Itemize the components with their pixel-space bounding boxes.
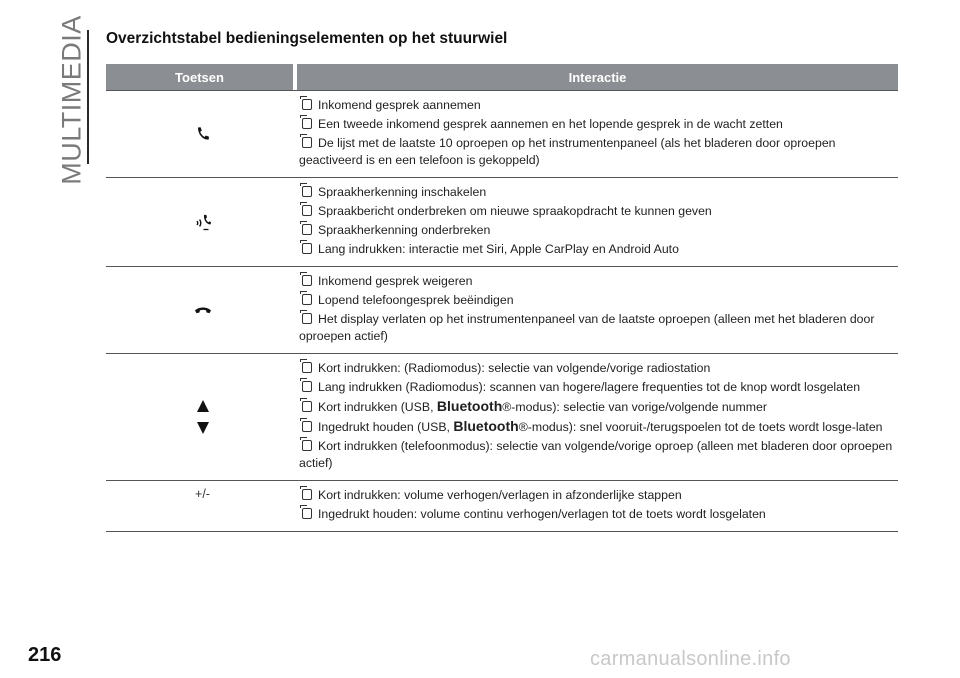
list-item: Ingedrukt houden (USB, Bluetooth®-modus): snel vooruit-/terugspoelen tot de toets wordt losge-laten bbox=[299, 418, 898, 436]
watermark: carmanualsonline.info bbox=[590, 648, 791, 670]
checkbox-bullet-icon bbox=[302, 508, 312, 519]
checkbox-bullet-icon bbox=[302, 118, 312, 129]
volume-key-label: +/- bbox=[195, 487, 210, 501]
list-item: Kort indrukken: volume verhogen/verlagen in afzonderlijke stappen bbox=[299, 487, 898, 504]
list-item: Inkomend gesprek aannemen bbox=[299, 97, 898, 114]
list-item: De lijst met de laatste 10 oproepen op het instrumentenpaneel (als het bladeren door oproepen geactiveerd is en een telefoon is gekoppeld) bbox=[299, 136, 836, 167]
header-keys: Toetsen bbox=[106, 64, 293, 90]
list-item: Kort indrukken (USB, Bluetooth®-modus): selectie van vorige/volgende nummer bbox=[299, 398, 898, 416]
list-item: Lang indrukken: interactie met Siri, Apple CarPlay en Android Auto bbox=[299, 241, 898, 258]
controls-table bbox=[106, 64, 898, 532]
checkbox-bullet-icon bbox=[302, 205, 312, 216]
interaction-cell bbox=[299, 360, 898, 474]
key-cell bbox=[106, 273, 299, 347]
list-item: Een tweede inkomend gesprek aannemen en het lopende gesprek in de wacht zetten bbox=[299, 116, 898, 133]
list-item: Kort indrukken: (Radiomodus): selectie van volgende/vorige radiostation bbox=[299, 360, 898, 377]
table-row bbox=[106, 178, 898, 267]
voice-recognition-icon bbox=[195, 213, 211, 231]
list-item: Lang indrukken (Radiomodus): scannen van hogere/lagere frequenties tot de knop wordt losgelaten bbox=[299, 379, 898, 396]
checkbox-bullet-icon bbox=[302, 243, 312, 254]
bluetooth-brand: Bluetooth bbox=[453, 418, 519, 434]
arrow-down-icon bbox=[197, 422, 209, 434]
table-header bbox=[106, 64, 898, 91]
checkbox-bullet-icon bbox=[302, 421, 312, 432]
checkbox-bullet-icon bbox=[302, 362, 312, 373]
checkbox-bullet-icon bbox=[302, 224, 312, 235]
arrow-up-icon bbox=[197, 400, 209, 412]
list-item: Ingedrukt houden: volume continu verhogen/verlagen tot de toets wordt losgelaten bbox=[299, 506, 898, 523]
table-row bbox=[106, 91, 898, 178]
checkbox-bullet-icon bbox=[302, 489, 312, 500]
list-item: Kort indrukken (telefoonmodus): selectie van volgende/vorige oproep (alleen met bladeren door oproepen actief) bbox=[299, 439, 893, 470]
checkbox-bullet-icon bbox=[302, 381, 312, 392]
phone-hangup-icon bbox=[194, 305, 212, 315]
page-number: 216 bbox=[28, 644, 62, 666]
checkbox-bullet-icon bbox=[302, 99, 312, 110]
arrow-up-down-icon bbox=[197, 400, 209, 434]
key-cell bbox=[106, 97, 299, 171]
checkbox-bullet-icon bbox=[302, 137, 312, 148]
key-cell bbox=[106, 184, 299, 260]
header-interaction: Interactie bbox=[297, 64, 898, 90]
section-tab-label: MULTIMEDIA bbox=[56, 15, 87, 185]
list-item: Spraakherkenning onderbreken bbox=[299, 222, 898, 239]
page-title: Overzichtstabel bedieningselementen op het stuurwiel bbox=[106, 30, 508, 47]
list-item: Lopend telefoongesprek beëindigen bbox=[299, 292, 898, 309]
checkbox-bullet-icon bbox=[302, 294, 312, 305]
checkbox-bullet-icon bbox=[302, 440, 312, 451]
table-row bbox=[106, 354, 898, 481]
bluetooth-brand: Bluetooth bbox=[436, 398, 503, 414]
list-item: Inkomend gesprek weigeren bbox=[299, 273, 898, 290]
checkbox-bullet-icon bbox=[302, 313, 312, 324]
table-row bbox=[106, 267, 898, 354]
list-item: Het display verlaten op het instrumentenpaneel van de laatste oproepen (alleen met het bladeren door oproepen actief) bbox=[299, 312, 875, 343]
table-row bbox=[106, 481, 898, 532]
interaction-cell bbox=[299, 487, 898, 525]
phone-answer-icon bbox=[196, 126, 210, 142]
section-tab bbox=[52, 15, 92, 185]
interaction-cell bbox=[299, 97, 898, 171]
checkbox-bullet-icon bbox=[302, 401, 312, 412]
interaction-cell bbox=[299, 184, 898, 260]
interaction-cell bbox=[299, 273, 898, 347]
list-item: Spraakbericht onderbreken om nieuwe spraakopdracht te kunnen geven bbox=[299, 203, 898, 220]
list-item: Spraakherkenning inschakelen bbox=[299, 184, 898, 201]
checkbox-bullet-icon bbox=[302, 275, 312, 286]
section-divider bbox=[87, 30, 89, 164]
key-cell bbox=[106, 360, 299, 474]
checkbox-bullet-icon bbox=[302, 186, 312, 197]
key-cell bbox=[106, 487, 299, 525]
